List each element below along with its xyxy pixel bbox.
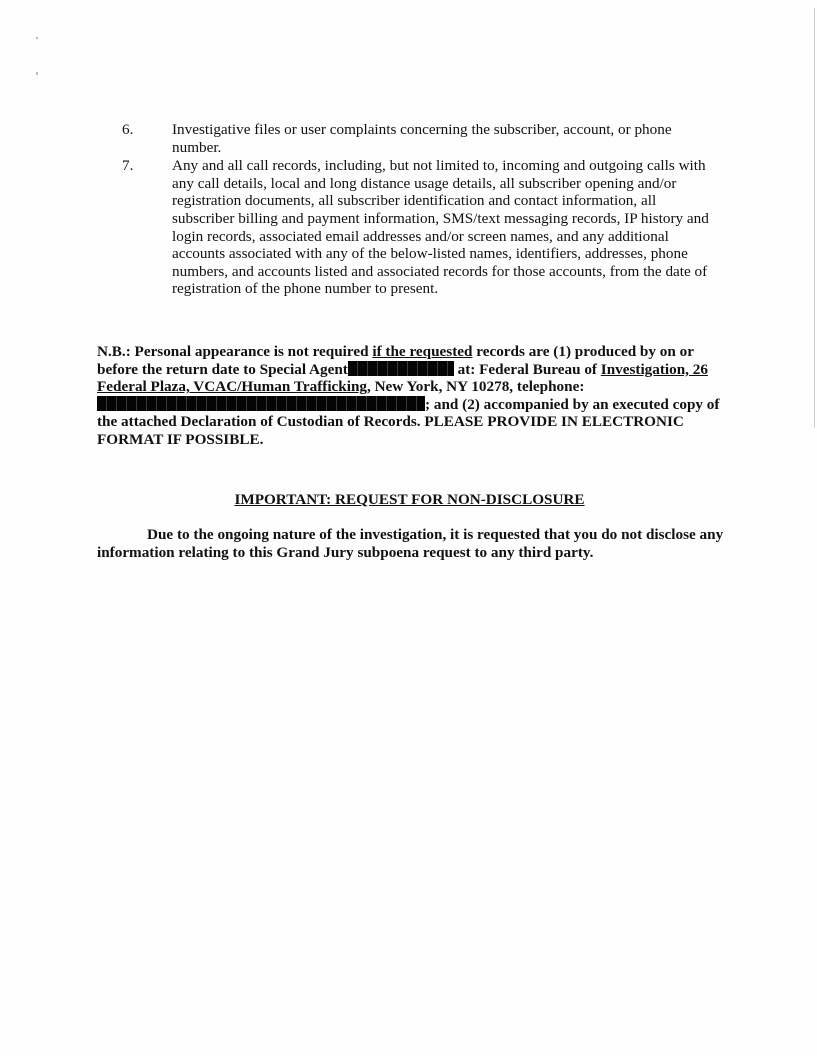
non-disclosure-heading [0, 491, 817, 509]
notice-text: , New York, NY 10278, telephone: [367, 378, 585, 396]
list-item [122, 121, 712, 156]
notice-text: N.B.: Personal appearance is not required [97, 343, 373, 360]
list-item [122, 157, 712, 298]
notice-text: at: Federal Bureau of [453, 360, 601, 378]
notice-underlined-text: Investigation, 26 Federal Plaza, VCAC/Human Trafficking [97, 360, 708, 396]
list-item-text: Any and all call records, including, but not limited to, incoming and outgoing calls with any call details, local and long distance usage details, all subscriber opening and/or registration documents, all subscriber identification and contact information, all subscriber billing and payment information, SMS/text messaging records, IP history and login records, associated email addresses and/or screen names, and any additional accounts associated with any of the below-listed names, identifiers, addresses, phone numbers, and accounts listed and associated records for those accounts, from the date of registration of the phone number to present. [172, 157, 709, 298]
redaction-telephone [97, 396, 425, 411]
redaction-agent-name [348, 361, 454, 376]
margin-speck [36, 37, 38, 39]
notice-text: ; and (2) accompanied by an executed copy of the attached Declaration of Custodian of Records. PLEASE PROVIDE IN ELECTRONIC FORMAT IF POSSIBLE. [97, 395, 720, 448]
page-edge-line [814, 8, 815, 428]
records-list [122, 121, 712, 299]
personal-appearance-notice [97, 343, 737, 449]
margin-speck [36, 72, 38, 75]
list-item-number: 7. [122, 157, 134, 175]
notice-text: records are (1) produced by on or before the return date to Special Agent [97, 343, 694, 378]
heading-text: IMPORTANT: REQUEST FOR NON-DISCLOSURE [234, 491, 585, 508]
list-item-text: Investigative files or user complaints concerning the subscriber, account, or phone number. [172, 121, 672, 156]
notice-underlined-text: if the requested [372, 343, 473, 360]
non-disclosure-paragraph [97, 526, 737, 561]
list-item-number: 6. [122, 121, 134, 138]
closing-indent [97, 526, 147, 543]
closing-text: Due to the ongoing nature of the investigation, it is requested that you do not disclose any information relating to this Grand Jury subpoena request to any third party. [97, 526, 724, 561]
